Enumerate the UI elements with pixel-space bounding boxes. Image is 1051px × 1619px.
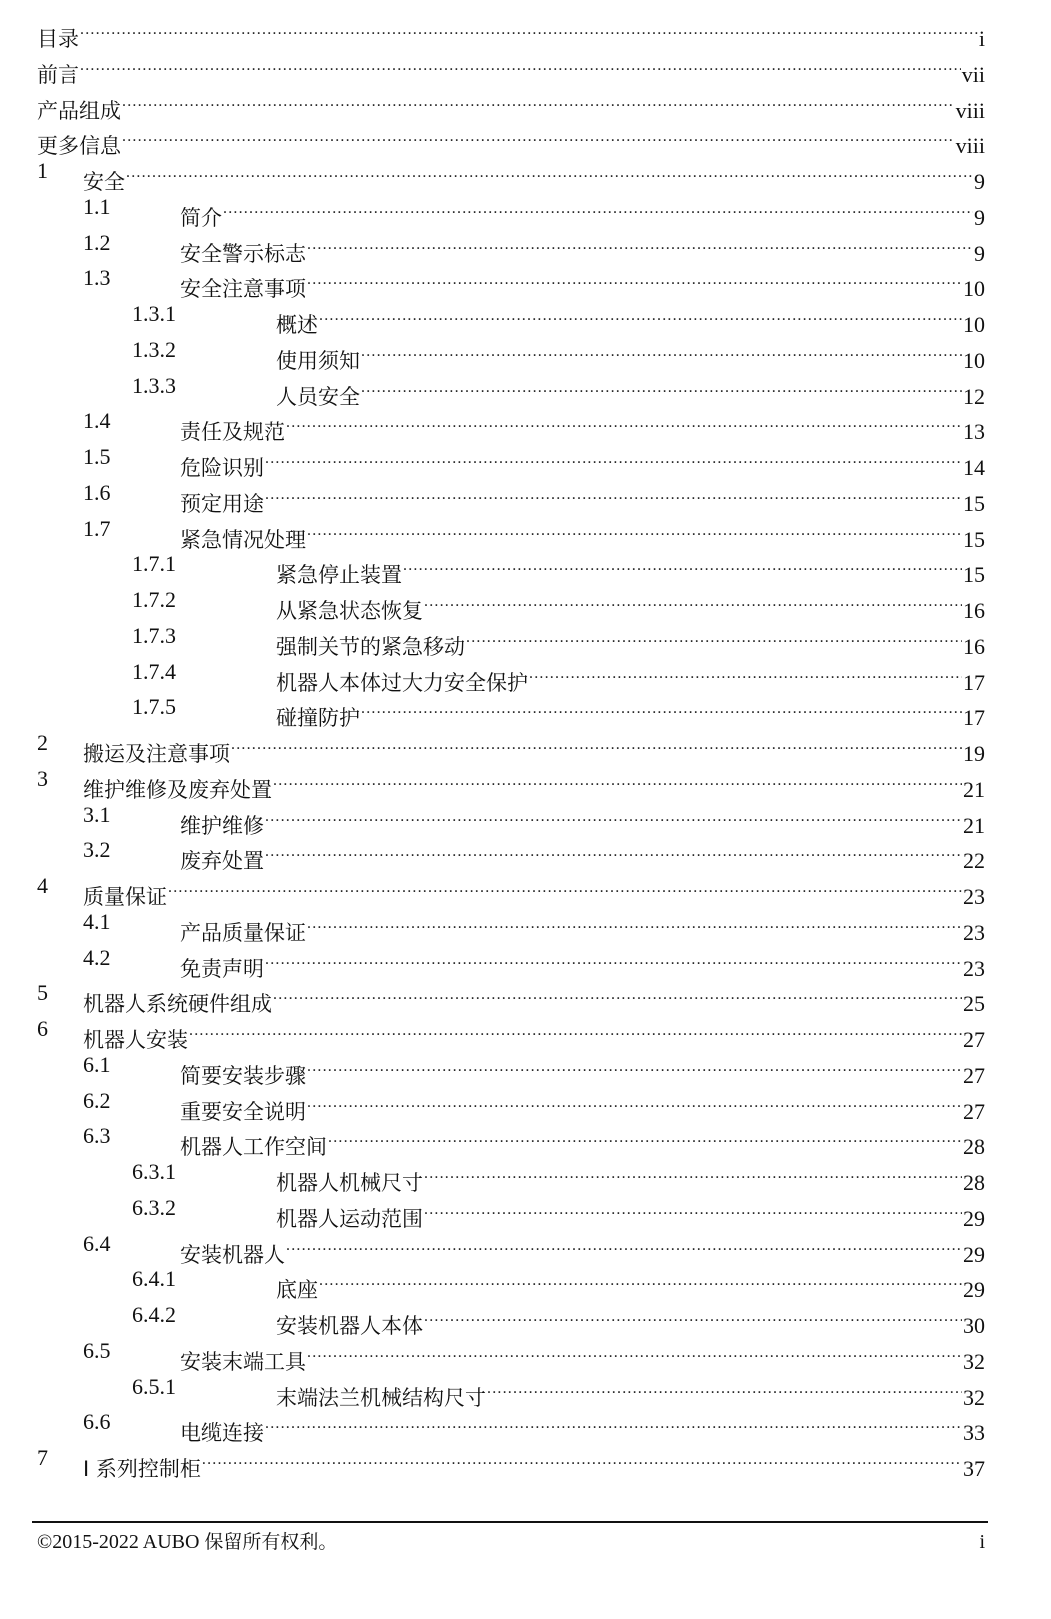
toc-entry-number: 4.1: [83, 908, 111, 934]
toc-entry-line: [83, 1440, 985, 1487]
toc-entry-page[interactable]: 23: [963, 884, 985, 909]
dot-leader: [307, 904, 962, 940]
toc-entry-page[interactable]: 29: [963, 1241, 985, 1267]
toc-entry[interactable]: [0, 868, 1051, 909]
toc-entry-number: 3: [37, 765, 48, 791]
toc-entry-title[interactable]: 紧急情况处理: [180, 527, 306, 552]
dot-leader: [424, 1154, 962, 1190]
toc-entry-title[interactable]: 碰撞防护: [276, 706, 360, 731]
toc-entry-page[interactable]: 12: [963, 383, 985, 409]
toc-entry-title[interactable]: 预定用途: [180, 491, 264, 516]
toc-entry-title[interactable]: 安装机器人本体: [276, 1314, 423, 1338]
toc-entry-title[interactable]: 危险识别: [180, 456, 264, 480]
toc-entry-page[interactable]: 32: [963, 1348, 985, 1374]
toc-entry-title[interactable]: 底座: [276, 1278, 318, 1303]
toc-entry-number: 4.2: [83, 944, 111, 970]
toc-entry-title[interactable]: 废弃处置: [180, 849, 264, 874]
dot-leader: [265, 1404, 962, 1440]
dot-leader: [361, 368, 962, 404]
toc-entry[interactable]: [0, 1011, 1051, 1052]
toc-entry-title[interactable]: 维护维修及废弃处置: [83, 777, 272, 802]
dot-leader: [307, 1047, 962, 1083]
dot-leader: [273, 975, 962, 1011]
toc-entry[interactable]: [0, 1440, 1051, 1481]
toc-entry-number: 6.3.2: [132, 1194, 176, 1220]
toc-entry-number: 4: [37, 873, 48, 898]
toc-entry-page[interactable]: 29: [963, 1277, 985, 1303]
footer-copyright: [37, 1528, 337, 1556]
dot-leader: [286, 403, 962, 439]
toc-entry[interactable]: [0, 475, 1051, 516]
toc-entry[interactable]: [0, 332, 1051, 373]
dot-leader: [424, 1297, 962, 1333]
dot-leader: [403, 546, 962, 582]
dot-leader: [319, 296, 962, 332]
toc-entry-page[interactable]: 9: [974, 240, 985, 266]
dot-leader: [286, 1226, 962, 1262]
dot-leader: [265, 832, 962, 868]
toc-entry-page[interactable]: vii: [961, 61, 985, 87]
toc-entry-title[interactable]: 搬运及注意事项: [83, 742, 230, 766]
toc-entry[interactable]: [0, 10, 1051, 51]
toc-entry-page[interactable]: 9: [974, 204, 985, 230]
toc-entry[interactable]: [0, 368, 1051, 409]
copyright-suffix: 保留所有权利。: [204, 1531, 338, 1553]
toc-entry-number: 1.4: [83, 408, 111, 434]
toc-entry-page[interactable]: 25: [963, 991, 985, 1017]
toc-entry-number: 1.3.1: [132, 301, 176, 326]
toc-entry-page[interactable]: 37: [963, 1456, 985, 1481]
dot-leader: [80, 10, 978, 46]
toc-entry-number: 1.6: [83, 479, 111, 505]
toc-entry[interactable]: [0, 1333, 1051, 1374]
toc-entry-title[interactable]: 目录: [37, 27, 79, 51]
toc-entry-title[interactable]: 机器人运动范围: [276, 1206, 423, 1231]
toc-entry[interactable]: [0, 117, 1051, 159]
toc-entry[interactable]: [0, 1261, 1051, 1303]
toc-entry-number: 7: [37, 1445, 48, 1470]
toc-entry-number: 2: [37, 730, 48, 755]
toc-entry-page[interactable]: 29: [963, 1205, 985, 1231]
toc-entry-number: 3.1: [83, 801, 111, 827]
toc-entry-page[interactable]: 27: [963, 1098, 985, 1124]
toc-entry-number: 1.3.2: [132, 336, 176, 362]
toc-entry[interactable]: [0, 1154, 1051, 1195]
toc-entry-title[interactable]: 人员安全: [276, 384, 360, 409]
toc-entry-title[interactable]: 机器人安装: [83, 1028, 188, 1052]
toc-entry-title[interactable]: 重要安全说明: [180, 1099, 306, 1124]
dot-leader: [424, 1190, 962, 1226]
toc-entry-page[interactable]: 22: [963, 848, 985, 874]
toc-entry-number: 6.5: [83, 1337, 111, 1363]
toc-entry[interactable]: [0, 403, 1051, 445]
toc-entry-number: 1.3.3: [132, 372, 176, 398]
dot-leader: [307, 260, 962, 296]
toc-entry[interactable]: [0, 439, 1051, 480]
toc-entry[interactable]: [0, 511, 1051, 552]
toc-entry-page[interactable]: 33: [963, 1420, 985, 1446]
toc-entry-page[interactable]: 10: [963, 312, 985, 337]
toc-entry-title[interactable]: 机器人系统硬件组成: [83, 992, 272, 1017]
toc-entry[interactable]: [0, 1190, 1051, 1231]
dot-leader: [307, 511, 962, 547]
dot-leader: [265, 439, 962, 475]
toc-entry-title[interactable]: 前言: [37, 62, 79, 87]
toc-entry[interactable]: [0, 225, 1051, 266]
toc-entry-title[interactable]: 质量保证: [83, 885, 167, 909]
toc-entry-number: 1.3: [83, 265, 111, 291]
dot-leader: [424, 582, 962, 618]
toc-entry-number: 1.7.3: [132, 622, 176, 648]
toc-entry-page[interactable]: 21: [963, 812, 985, 838]
dot-leader: [231, 725, 962, 761]
toc-entry-page[interactable]: 16: [963, 598, 985, 623]
toc-entry-title[interactable]: 概述: [276, 313, 318, 337]
toc-entry[interactable]: [0, 725, 1051, 766]
toc-entry[interactable]: [0, 1083, 1051, 1124]
toc-entry[interactable]: [0, 1226, 1051, 1267]
toc-entry-page[interactable]: 14: [963, 455, 985, 480]
toc-entry-title[interactable]: 维护维修: [180, 813, 264, 838]
toc-entry-number: 1: [37, 158, 48, 183]
toc-entry-title[interactable]: 产品组成: [37, 98, 121, 123]
toc-entry-title[interactable]: 强制关节的紧急移动: [276, 634, 465, 659]
dot-leader: [223, 189, 973, 225]
dot-leader: [319, 1261, 962, 1297]
toc-entry[interactable]: [0, 797, 1051, 838]
toc-entry-title[interactable]: 机器人本体过大力安全保护: [276, 670, 528, 695]
toc-entry-number: 1.5: [83, 444, 111, 469]
toc-entry[interactable]: [0, 654, 1051, 695]
toc-entry[interactable]: [0, 189, 1051, 230]
toc-entry-title[interactable]: 机器人机械尺寸: [276, 1171, 423, 1195]
toc-entry-page[interactable]: 27: [963, 1062, 985, 1088]
dot-leader: [307, 1333, 962, 1369]
toc-entry[interactable]: [0, 761, 1051, 802]
toc-entry[interactable]: [0, 1404, 1051, 1446]
toc-entry-number: 1.7: [83, 515, 111, 541]
dot-leader: [126, 153, 973, 189]
toc-entry-page[interactable]: 23: [963, 955, 985, 981]
toc-entry-title[interactable]: 电缆连接: [180, 1421, 264, 1446]
dot-leader: [466, 618, 962, 654]
toc-entry[interactable]: [0, 46, 1051, 87]
toc-entry-title[interactable]: 产品质量保证: [180, 920, 306, 945]
dot-leader: [168, 868, 962, 904]
toc-entry-page[interactable]: 19: [963, 741, 985, 766]
toc-entry-page[interactable]: 28: [963, 1134, 985, 1160]
toc-entry-page[interactable]: 15: [963, 562, 985, 588]
toc-entry-number: 1.7.5: [132, 694, 176, 720]
toc-entry[interactable]: [0, 904, 1051, 945]
toc-entry-number: 6.5.1: [132, 1373, 176, 1399]
toc-entry-page[interactable]: 32: [963, 1384, 985, 1410]
toc-entry-title[interactable]: 安全警示标志: [180, 241, 306, 266]
toc-entry[interactable]: [0, 1369, 1051, 1410]
toc-entry[interactable]: [0, 82, 1051, 123]
toc-entry-page[interactable]: 10: [963, 276, 985, 302]
toc-entry-title[interactable]: 机器人工作空间: [180, 1135, 327, 1160]
dot-leader: [265, 940, 962, 976]
toc-entry-title[interactable]: I 系列控制柜: [83, 1457, 201, 1481]
toc-entry[interactable]: [0, 546, 1051, 588]
dot-leader: [80, 46, 961, 82]
toc-entry-title[interactable]: 末端法兰机械结构尺寸: [276, 1385, 486, 1410]
dot-leader: [361, 332, 962, 368]
toc-entry-number: 6.4: [83, 1230, 111, 1256]
toc-entry[interactable]: [0, 260, 1051, 302]
toc-entry-title[interactable]: 简介: [180, 205, 222, 230]
dot-leader: [265, 475, 962, 511]
toc-entry-title[interactable]: 安装末端工具: [180, 1349, 306, 1374]
toc-entry-page[interactable]: 15: [963, 526, 985, 552]
dot-leader: [189, 1011, 962, 1047]
toc-entry-number: 6.3.1: [132, 1159, 176, 1184]
toc-entry-number: 1.7.2: [132, 587, 176, 612]
toc-entry-page[interactable]: 30: [963, 1313, 985, 1338]
toc-entry[interactable]: [0, 940, 1051, 981]
toc-entry[interactable]: [0, 975, 1051, 1017]
toc-entry-page[interactable]: 17: [963, 705, 985, 731]
toc-entry-number: 1.2: [83, 229, 111, 255]
toc-entry-page[interactable]: 23: [963, 919, 985, 945]
dot-leader: [529, 654, 962, 690]
dot-leader: [328, 1118, 962, 1154]
toc-entry[interactable]: [0, 1118, 1051, 1160]
toc-entry[interactable]: [0, 689, 1051, 731]
toc-entry[interactable]: [0, 582, 1051, 623]
toc-entry-title[interactable]: 更多信息: [37, 134, 121, 159]
toc-entry-number: 6.1: [83, 1051, 111, 1077]
toc-entry-page[interactable]: 21: [963, 776, 985, 802]
toc-entry-number: 1.7.4: [132, 658, 176, 684]
toc-entry-title[interactable]: 免责声明: [180, 956, 264, 981]
dot-leader: [307, 1083, 962, 1119]
toc-entry-title[interactable]: 责任及规范: [180, 420, 285, 445]
toc-entry-page[interactable]: 28: [963, 1170, 985, 1195]
toc-entry[interactable]: [0, 618, 1051, 659]
toc-entry-title[interactable]: 安全注意事项: [180, 277, 306, 302]
toc-entry-number: 6.4.1: [132, 1266, 176, 1292]
toc-entry-page[interactable]: 9: [974, 169, 985, 194]
toc-entry-number: 1.7.1: [132, 551, 176, 577]
toc-entry-number: 6.2: [83, 1087, 111, 1113]
toc-entry-title[interactable]: 简要安装步骤: [180, 1063, 306, 1088]
dot-leader: [361, 689, 962, 725]
toc-entry-page[interactable]: 13: [963, 419, 985, 445]
toc-entry[interactable]: [0, 832, 1051, 874]
toc-entry-page[interactable]: viii: [955, 97, 985, 123]
toc-entry-title[interactable]: 使用须知: [276, 348, 360, 373]
footer-divider: [32, 1521, 988, 1523]
toc-entry-title[interactable]: 安装机器人: [180, 1242, 285, 1267]
toc-entry[interactable]: [0, 296, 1051, 337]
toc-entry-number: 6.3: [83, 1123, 111, 1149]
dot-leader: [202, 1440, 962, 1476]
toc-entry-page[interactable]: 17: [963, 669, 985, 695]
toc-entry-number: 5: [37, 980, 48, 1006]
toc-entry-number: 6.6: [83, 1409, 111, 1435]
toc-entry-number: 3.2: [83, 837, 111, 863]
toc-entry[interactable]: [0, 1047, 1051, 1088]
toc-entry-page[interactable]: viii: [955, 133, 985, 159]
dot-leader: [265, 797, 962, 833]
toc-entry-number: 6: [37, 1016, 48, 1041]
toc-entry-page[interactable]: 27: [963, 1027, 985, 1052]
toc-entry-title[interactable]: 安全: [83, 170, 125, 194]
toc-entry-page[interactable]: 15: [963, 490, 985, 516]
toc-entry-page[interactable]: 16: [963, 633, 985, 659]
dot-leader: [273, 761, 962, 797]
toc-entry-title[interactable]: 从紧急状态恢复: [276, 599, 423, 623]
dot-leader: [487, 1369, 962, 1405]
dot-leader: [122, 82, 955, 118]
dot-leader: [307, 225, 973, 261]
toc-entry-number: 6.4.2: [132, 1302, 176, 1327]
toc-entry-title[interactable]: 紧急停止装置: [276, 563, 402, 588]
dot-leader: [122, 117, 955, 153]
toc-entry-page[interactable]: i: [978, 26, 985, 51]
toc-entry[interactable]: [0, 153, 1051, 194]
copyright-prefix: ©2015-2022 AUBO: [37, 1531, 205, 1553]
toc-entry-number: 1.1: [83, 193, 111, 219]
toc-entry[interactable]: [0, 1297, 1051, 1338]
footer-page-number: i: [979, 1531, 985, 1553]
toc-entry-page[interactable]: 10: [963, 347, 985, 373]
